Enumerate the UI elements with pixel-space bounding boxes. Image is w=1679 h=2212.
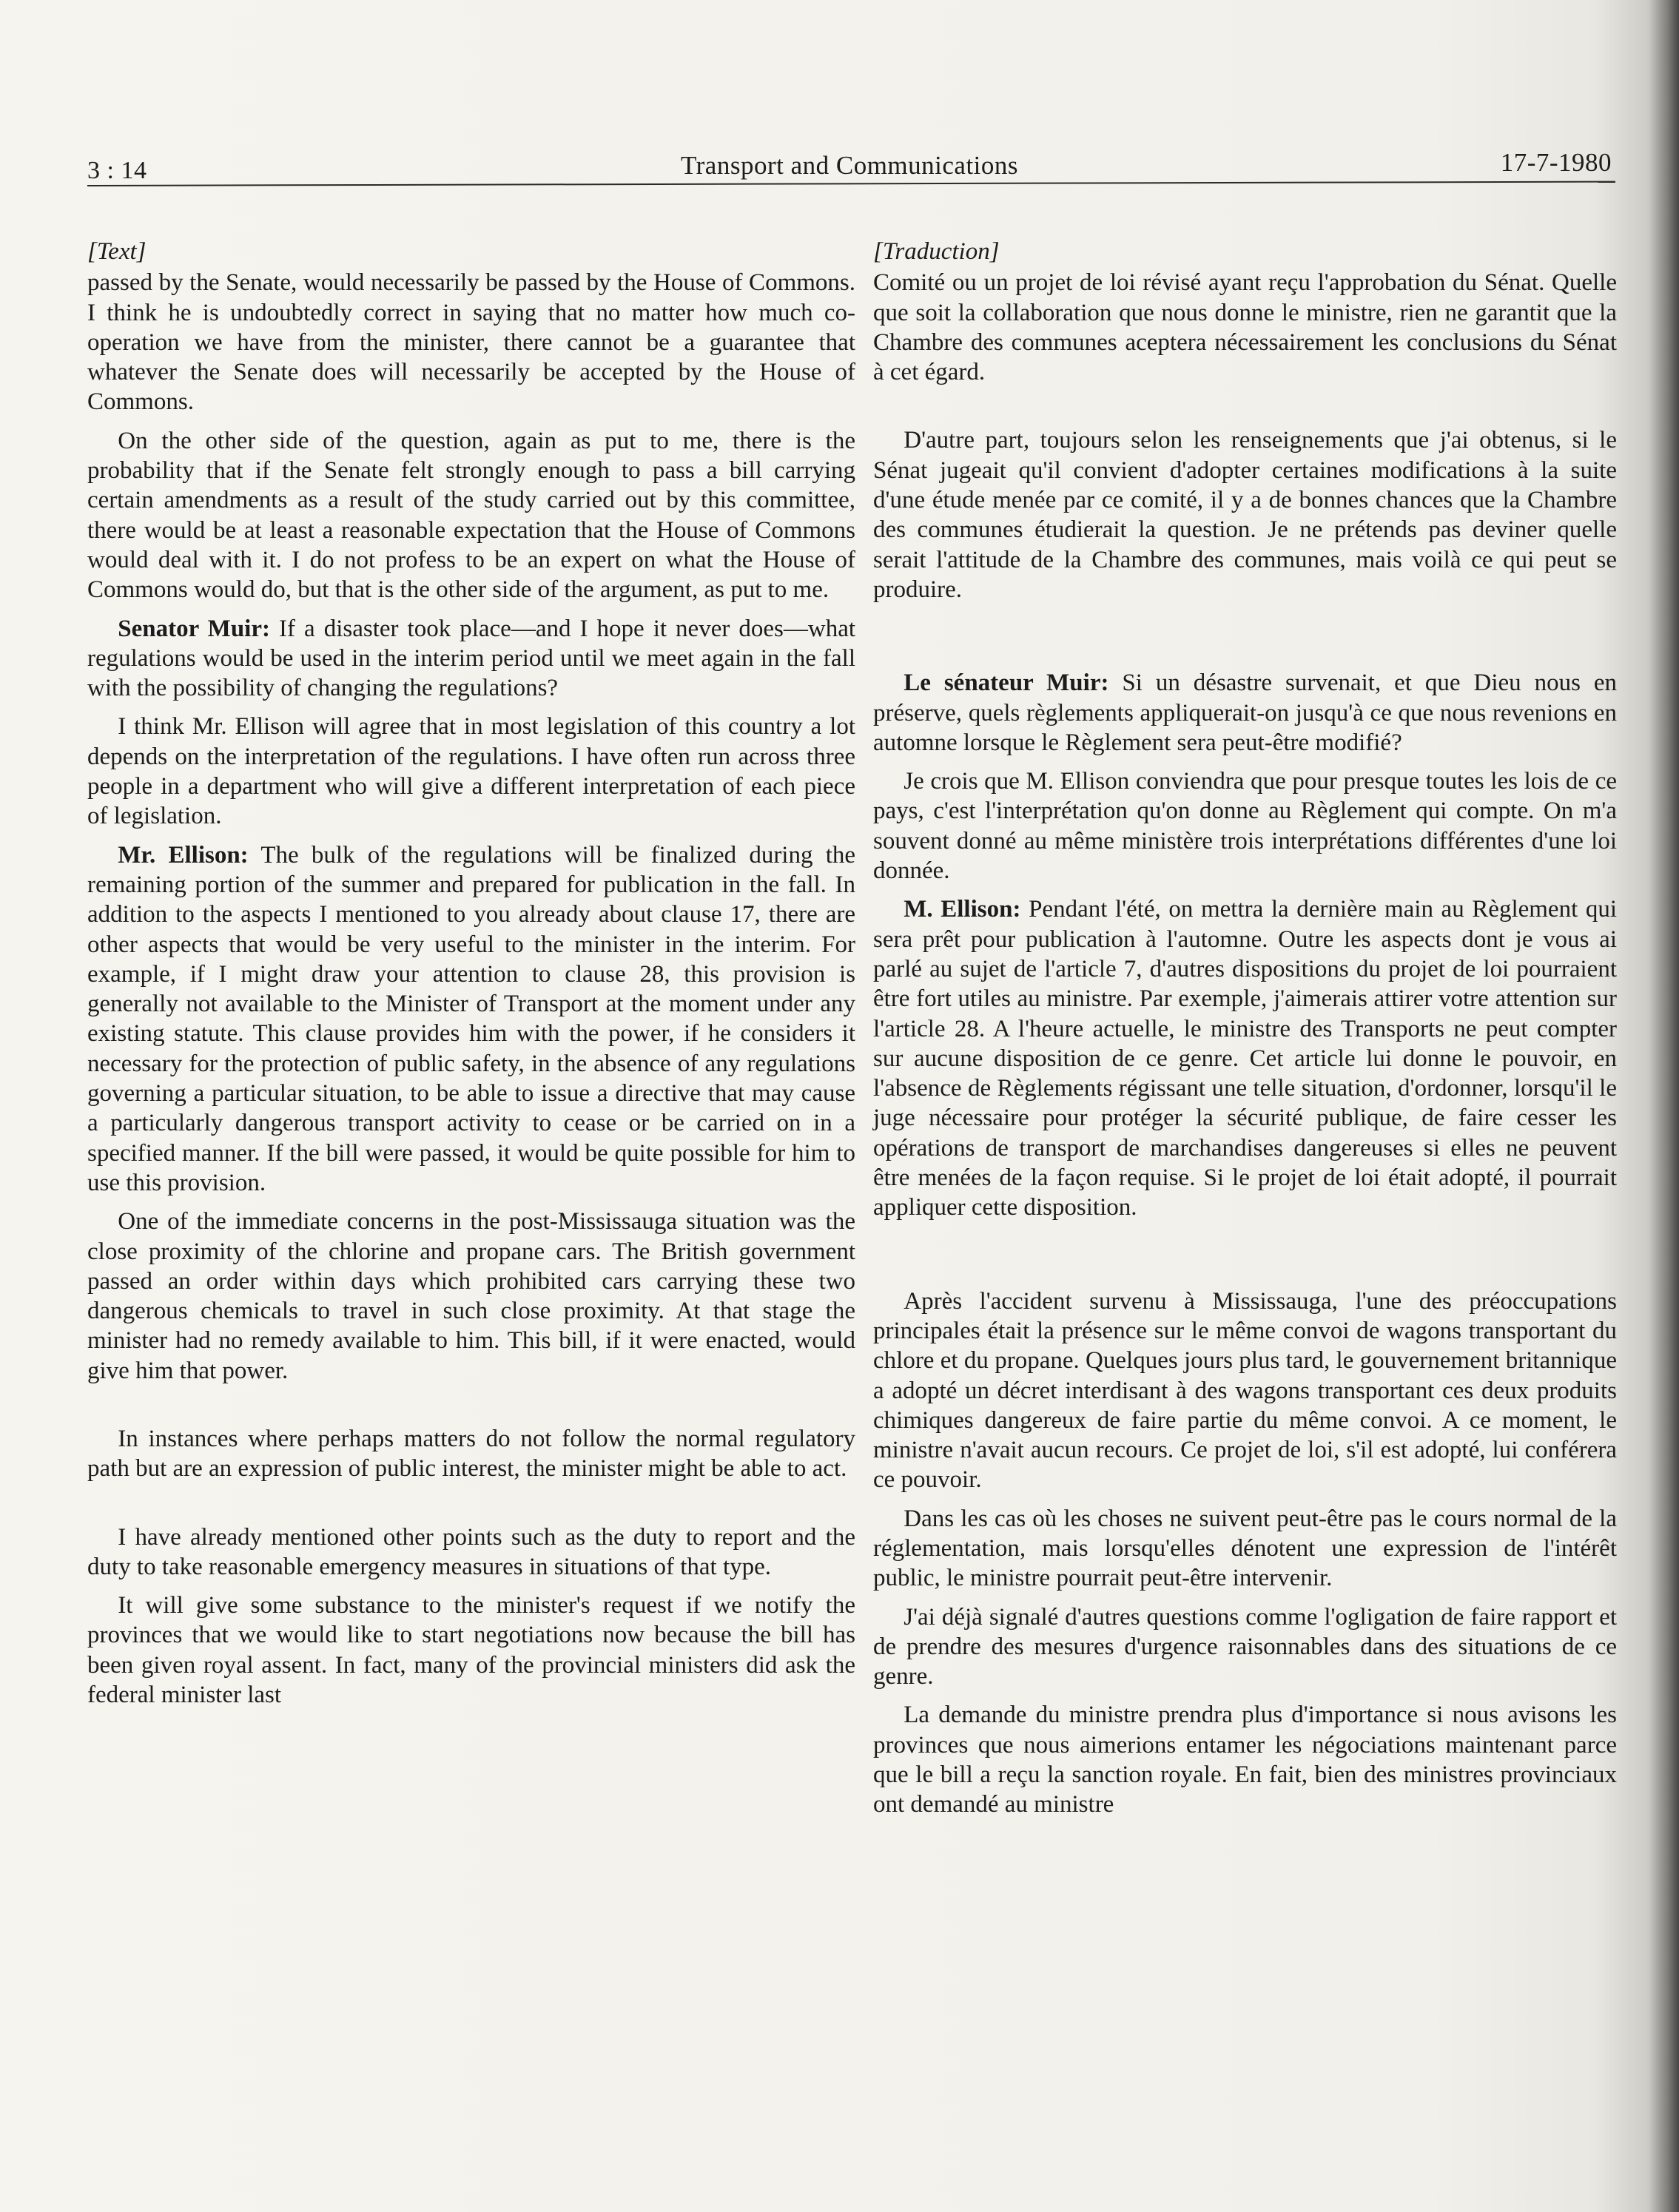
paragraph: Après l'accident survenu à Mississauga, l'une des préoccupations principales était la présence sur le même convoi de wagons transportant du chlore et du propane. Quelques jours plus tard, le gouvernement britannique a adopté un décret interdisant à des wagons transportant ces deux produits chimiques dangereux de faire partie du même convoi. A ce moment, le ministre n'avait aucun recours. Ce projet de loi, s'il est adopté, lui conférera ce pouvoir. — [873, 1287, 1617, 1494]
paragraph: J'ai déjà signalé d'autres questions comme l'ogligation de faire rapport et de prendre des mesures d'urgence raisonnables dans des situations de ce genre. — [873, 1603, 1617, 1690]
translation-label: [Traduction] — [873, 238, 1000, 265]
spacer — [873, 1232, 1617, 1287]
paragraph: It will give some substance to the minister's request if we notify the provinces that we would like to start negotiations now because the bill has been given royal assent. In fact, many of the provincial ministers did ask the federal minister last — [87, 1592, 855, 1709]
speaker-name: Le sénateur Muir: — [904, 670, 1109, 697]
paragraph: La demande du ministre prendra plus d'importance si nous avisons les provinces que nous aimerions entamer les négociations maintenant parce que le bill a reçu la sanction royale. En fait, bien des ministres provinciaux ont demandé au ministre — [873, 1702, 1617, 1818]
paragraph: On the other side of the question, again as put to me, there is the probability that if the Senate felt strongly enough to pass a bill carrying certain amendments as a result of the study carried out by this committee, there would be at least a reasonable expectation that the House of Commons would deal with it. I do not profess to be an expert on what the House of Commons would do, but that is the other side of the argument, as put to me. — [87, 427, 855, 604]
speaker-name: Senator Muir: — [118, 615, 270, 642]
spacer — [873, 396, 1617, 425]
paragraph — [87, 840, 855, 1198]
issue-date: 17-7-1980 — [1500, 148, 1612, 177]
speech-text: Si un désastre survenait, et que Dieu nous en préserve, quels règlements appliquerait-on jusqu'à ce que nous revenions en automne lorsque le Règlement sera peut-être modifié? — [873, 670, 1617, 756]
paragraph — [873, 894, 1617, 1222]
french-column — [873, 237, 1617, 1829]
paragraph: passed by the Senate, would necessarily be passed by the House of Commons. I think he is undoubtedly correct in saying that no matter how much co-operation we have from the minister, there cannot be a guarantee that whatever the Senate does will necessarily be accepted by the House of Commons. — [87, 269, 855, 416]
paragraph: I have already mentioned other points such as the duty to report and the duty to take reasonable emergency measures in situations of that type. — [87, 1523, 855, 1580]
publication-title: Transport and Communications — [680, 151, 1019, 180]
spacer — [87, 1395, 855, 1424]
paragraph: One of the immediate concerns in the post-Mississauga situation was the close proximity of the chlorine and propane cars. The British government passed an order within days which prohibited cars carrying these two dangerous chemicals to travel in such close proximity. At that stage the minister had no remedy available to him. This bill, if it were enacted, would give him that power. — [87, 1208, 855, 1384]
paragraph: I think Mr. Ellison will agree that in most legislation of this country a lot depends on the interpretation of the regulations. I have often run across three people in a department who will give a different interpretation of each piece of legislation. — [87, 713, 855, 830]
paragraph: In instances where perhaps matters do not follow the normal regulatory path but are an expression of public interest, the minister might be able to act. — [87, 1425, 855, 1483]
spacer — [873, 613, 1617, 668]
paragraph: Comité ou un projet de loi révisé ayant reçu l'approbation du Sénat. Quelle que soit la collaboration que nous donne le ministre, rien ne garantit que la Chambre des communes aceptera nécessairement les conclusions du Sénat à cet égard. — [873, 269, 1617, 386]
speaker-name: M. Ellison: — [904, 896, 1021, 923]
spacer — [87, 1493, 855, 1523]
paragraph — [873, 668, 1617, 758]
paragraph: D'autre part, toujours selon les renseignements que j'ai obtenus, si le Sénat jugeait qu'il convient d'adopter certaines modifications à la suite d'une étude menée par ce comité, il y a de bonnes chances que la Chambre des communes étudierait la question. Je ne prétends pas deviner quelle serait l'attitude de la Chambre des communes, mais voilà ce qui peut se produire. — [873, 427, 1617, 603]
speaker-name: Mr. Ellison: — [118, 841, 249, 869]
binding-shadow — [1649, 0, 1679, 2212]
page-number: 3 : 14 — [87, 157, 147, 184]
english-column — [87, 237, 855, 1719]
paragraph: Dans les cas où les choses ne suivent peut-être pas le cours normal de la réglementation, mais lorsqu'elles dénotent une expression de l'intérêt public, le ministre pourrait peut-être intervenir. — [873, 1505, 1617, 1592]
paragraph — [87, 614, 855, 704]
text-label: [Text] — [87, 238, 147, 265]
speech-text: Pendant l'été, on mettra la dernière main au Règlement qui sera prêt pour publication à l'automne. Outre les aspects dont je vous ai parlé au sujet de l'article 7, d'autres dispositions du projet de loi pourraient être fort utiles au ministre. Par exemple, j'aimerais attirer votre attention sur l'article 28. A l'heure actuelle, le ministre des Transports ne peut compter sur aucune disposition de ce genre. Cet article lui donne le pouvoir, en l'absence de Règlements régissant une telle situation, d'ordonner, lorsqu'il le juge nécessaire pour protéger la sécurité publique, de faire cesser les opérations de transport de marchandises dangereuses si elles ne peuvent être menées de la façon requise. Si le projet de loi était adopté, il pourrait appliquer cette disposition. — [873, 896, 1618, 1221]
speech-text: The bulk of the regulations will be finalized during the remaining portion of the summer and prepared for publication in the fall. In addition to the aspects I mentioned to you already about clause 17, there are other aspects that would be very useful to the minister in the interim. For example, if I might draw your attention to clause 28, this provision is generally not available to the Minister of Transport at the moment under any existing statute. This clause provides him with the power, if he considers it necessary for the protection of public safety, in the absence of any regulations governing a particular situation, to be able to issue a directive that may cause a particularly dangerous transport activity to cease or be carried on in a specified manner. If the bill were passed, it would be quite possible for him to use this provision. — [87, 841, 856, 1196]
paragraph: Je crois que M. Ellison conviendra que pour presque toutes les lois de ce pays, c'est l'interprétation qu'on donne au Règlement qui compte. On m'a souvent donné au même ministère trois interprétations différentes d'une loi donnée. — [873, 768, 1617, 885]
speech-text: If a disaster took place—and I hope it never does—what regulations would be used in the interim period until we meet again in the fall with the possibility of changing the regulations? — [87, 615, 856, 702]
